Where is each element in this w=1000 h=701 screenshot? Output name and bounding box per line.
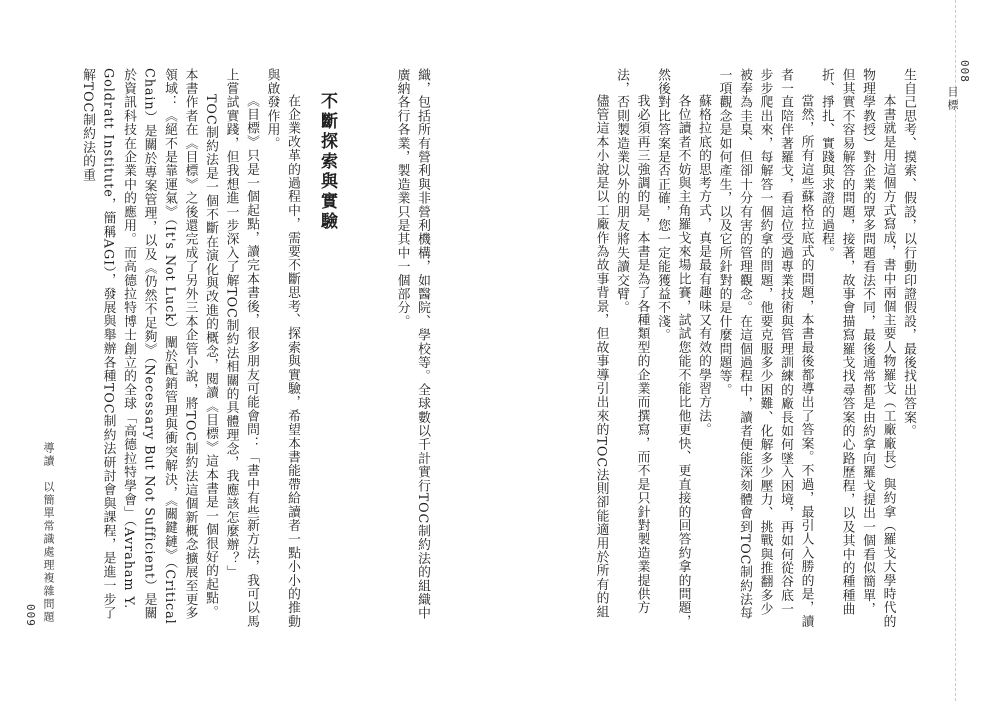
paragraph: 儘管這本小說是以工廠作為故事背景，但故事導引出來的TOC法則卻能適用於所有的組: [593, 93, 609, 619]
running-head-right: 目標: [946, 86, 959, 112]
paragraph: 織，包括所有營利與非營利機構，如醫院、學校等。全球數以千計實行TOC制約法的組織中廣納各行各業，製造業只是其中一個部分。: [394, 68, 430, 621]
paragraph: TOC制約法是一個不斷在演化與改進的概念，閱讀《目標》這本書是一個很好的起點。本書作者在《目標》之後還完成了另外三本企管小說，將TOC制約法這個新概念擴展至更多領域：《絕不是靠運氣》（It's Not Luck）闡於配銷管理與衝突解決，《關鍵鏈》（Critical Chain）是關於專案管理，以及《仍然不足夠》（Necessary But Not Sufficient）是關於資訊科技在企業中的應用。而高德拉特博士創立的全球「高德拉特學會」（Avraham Y. Goldratt Institute，簡稱AGI），發展與舉辦各種TOC制約法研討會與課程，是進一步了解TOC制約法的重: [80, 68, 218, 625]
paragraph: 本書就是用這個方式寫成，書中兩個主要人物羅戈（工廠廠長）與約拿（羅戈大學時代的物理學教授）對企業的眾多問題看法不同，最後通常都是由約拿向羅戈提出一個看似簡單，但其實不容易解答的問題，接著，故事會描寫羅戈找尋答案的心路歷程，以及其中的種種曲折、掙扎、實踐與求證的過程。: [819, 68, 896, 628]
page-number-right: 008: [958, 60, 971, 83]
right-page-body: [592, 68, 918, 628]
paragraph: 在企業改革的過程中，需要不斷思考、探索與實驗，希望本書能帶給讀者一點小小的推動與啟發作用。: [264, 68, 300, 628]
paragraph: 《目標》只是一個起點，讀完本書後，很多朋友可能會問：「書中有些新方法，我可以馬上嘗試實踐，但我想進一步深入了解TOC制約法相關的具體理念，我應該怎麼辦？」: [223, 68, 259, 628]
paragraph: 當然，所有這些蘇格拉底式的問題，本書最後都導出了答案。不過，最引人入勝的是，讀者一直陪伴著羅戈，看這位受過專業技術與管理訓練的廠長如何墜入困境，再如何從谷底一步步爬出來，每解答一個約拿的問題，他要克服多少困難、化解多少壓力、挑戰與推翻多少被奉為圭臬、但卻十分有害的管理觀念。在這個過程中，讀者便能深刻體會到TOC制約法每一項觀念是如何產生，以及它所針對的是什麼問題等。: [716, 68, 814, 628]
paragraph: 生自己思考、摸索、假設，以行動印證假設，最後找出答案。: [901, 68, 916, 438]
section-heading: 不斷探索與實驗: [317, 92, 337, 232]
paragraph: 各位讀者不妨與主角羅戈來場比賽，試試您能不能比他更快、更直接的回答約拿的問題，然後對比答案是否正確，您一定能獲益不淺。: [655, 68, 691, 628]
left-page-intro: [372, 68, 432, 628]
running-head-left: 導讀 以簡單常識處理複雜問題: [42, 442, 55, 624]
left-page-body: [80, 68, 302, 628]
paragraph: 我必須再三強調的是，本書是為了各種類型的企業而撰寫，而不是只針對製造業提供方法，否則製造業以外的朋友將失讀交臂。: [614, 68, 650, 615]
page-number-left: 009: [24, 604, 37, 627]
paragraph: 蘇格拉底的思考方式，真是最有趣味又有效的學習方法。: [696, 93, 711, 437]
